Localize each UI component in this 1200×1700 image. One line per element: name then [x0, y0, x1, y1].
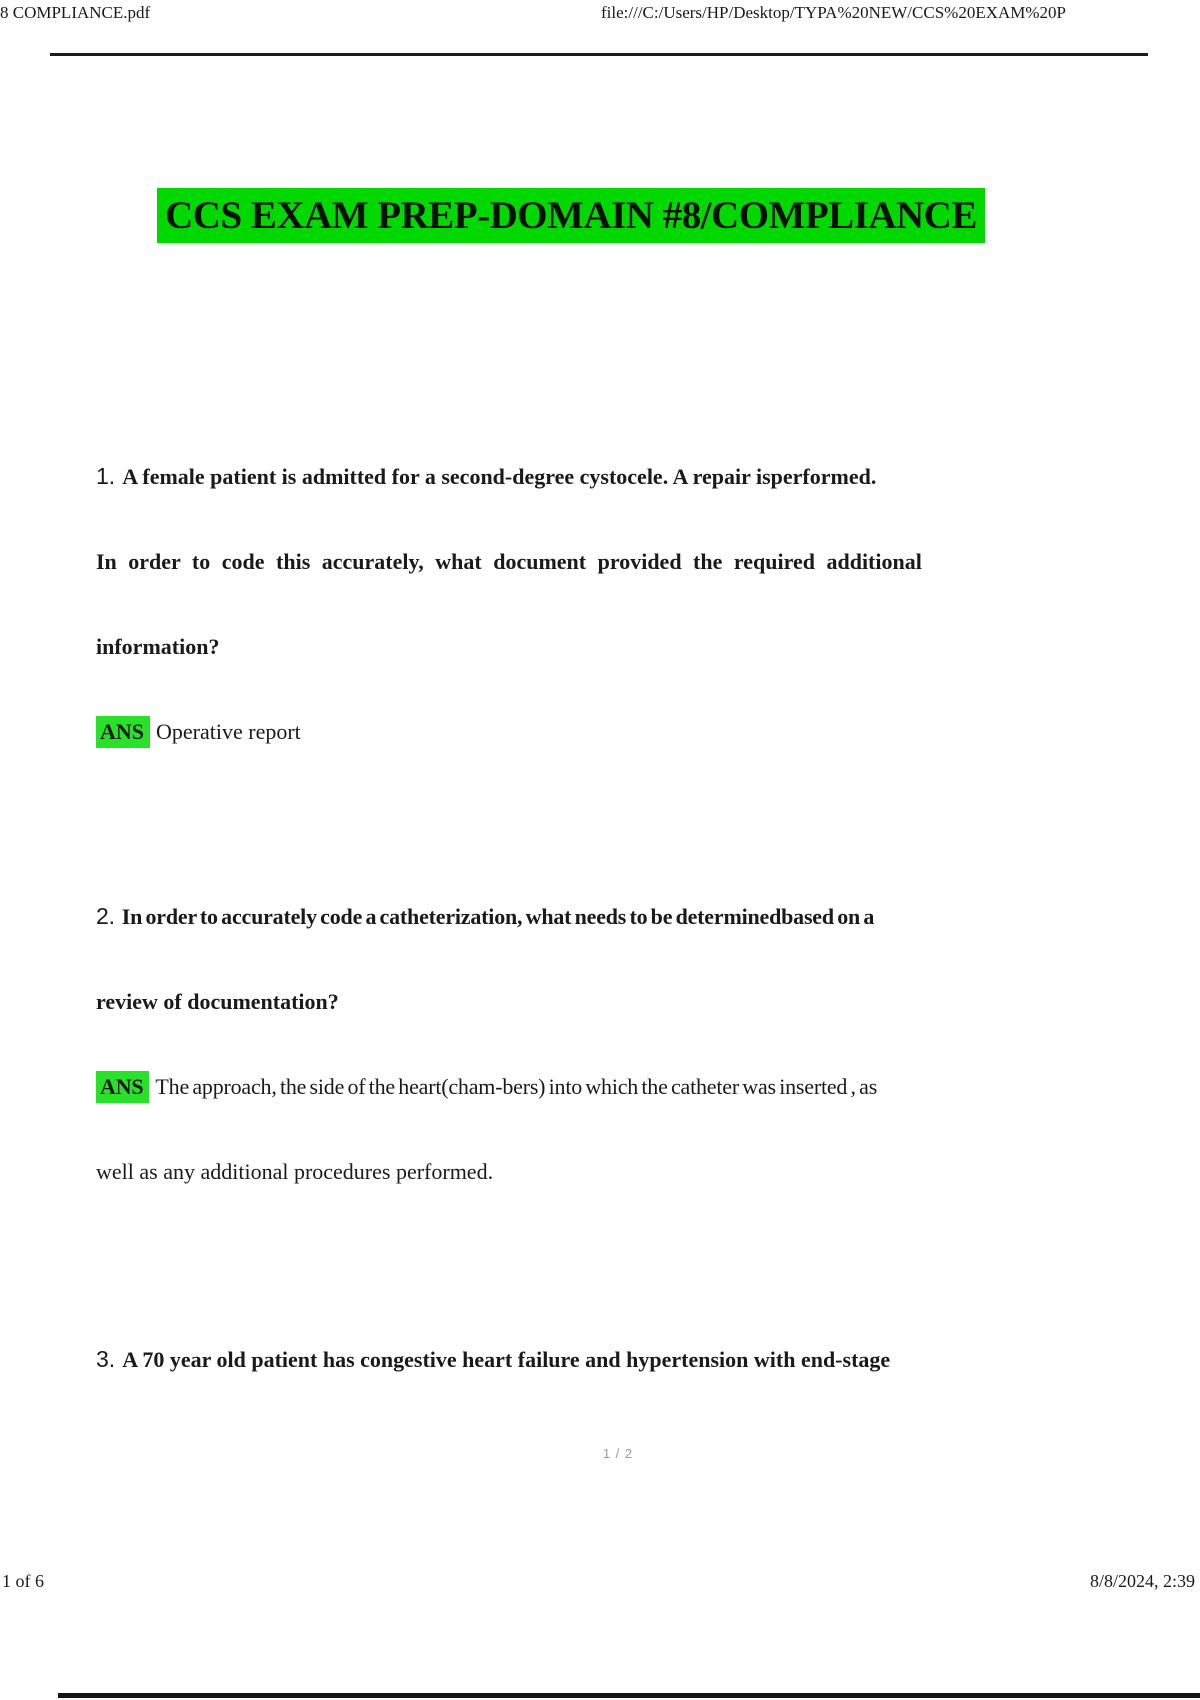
question-1-line-2: In order to code this accurately, what document provided the required additional — [96, 549, 922, 574]
answer-label-highlight: ANS — [96, 1071, 149, 1103]
question-2-answer-line-1 — [96, 1044, 1200, 1129]
question-1-answer — [96, 689, 1200, 774]
question-1-number: 1. — [96, 463, 116, 489]
answer-label-highlight: ANS — [96, 716, 150, 748]
question-2-answer-line-2: well as any additional procedures performed. — [96, 1159, 494, 1184]
question-3-number: 3. — [96, 1346, 116, 1372]
question-1-line-3: information? — [96, 634, 220, 659]
question-2-number: 2. — [96, 903, 115, 929]
next-page-header-rule — [58, 1693, 1200, 1698]
page-title: CCS EXAM PREP-DOMAIN #8/COMPLIANCE — [157, 188, 985, 243]
answer-2-text: The approach, the side of the heart(cham-bers) into which the catheter was inserted , as — [155, 1074, 878, 1099]
question-1-line-1 — [96, 434, 1200, 519]
question-1-text: A female patient is admitted for a second-degree cystocele. A repair isperformed. — [122, 464, 877, 489]
question-3 — [96, 1317, 1200, 1402]
question-3-line-1 — [96, 1317, 1200, 1402]
question-2-line-1 — [96, 874, 1200, 959]
document-filename: 8 COMPLIANCE.pdf — [0, 3, 151, 22]
question-2-text: In order to accurately code a catheterization, what needs to be determinedbased on a — [121, 904, 875, 929]
footer-timestamp: 8/8/2024, 2:39 — [1089, 1571, 1195, 1591]
question-2-line-2: review of documentation? — [96, 989, 339, 1014]
header-rule — [50, 53, 1148, 56]
footer-page-count: 1 of 6 — [2, 1571, 44, 1591]
question-1 — [96, 434, 1200, 774]
question-2 — [96, 874, 1200, 1214]
pdf-page-indicator: 1 / 2 — [602, 1446, 634, 1461]
question-3-text: A 70 year old patient has congestive heart failure and hypertension with end-stage — [122, 1347, 891, 1372]
document-url: file:///C:/Users/HP/Desktop/TYPA%20NEW/CCS%20EXAM%20P — [601, 3, 1066, 22]
answer-1-text: Operative report — [156, 719, 301, 744]
